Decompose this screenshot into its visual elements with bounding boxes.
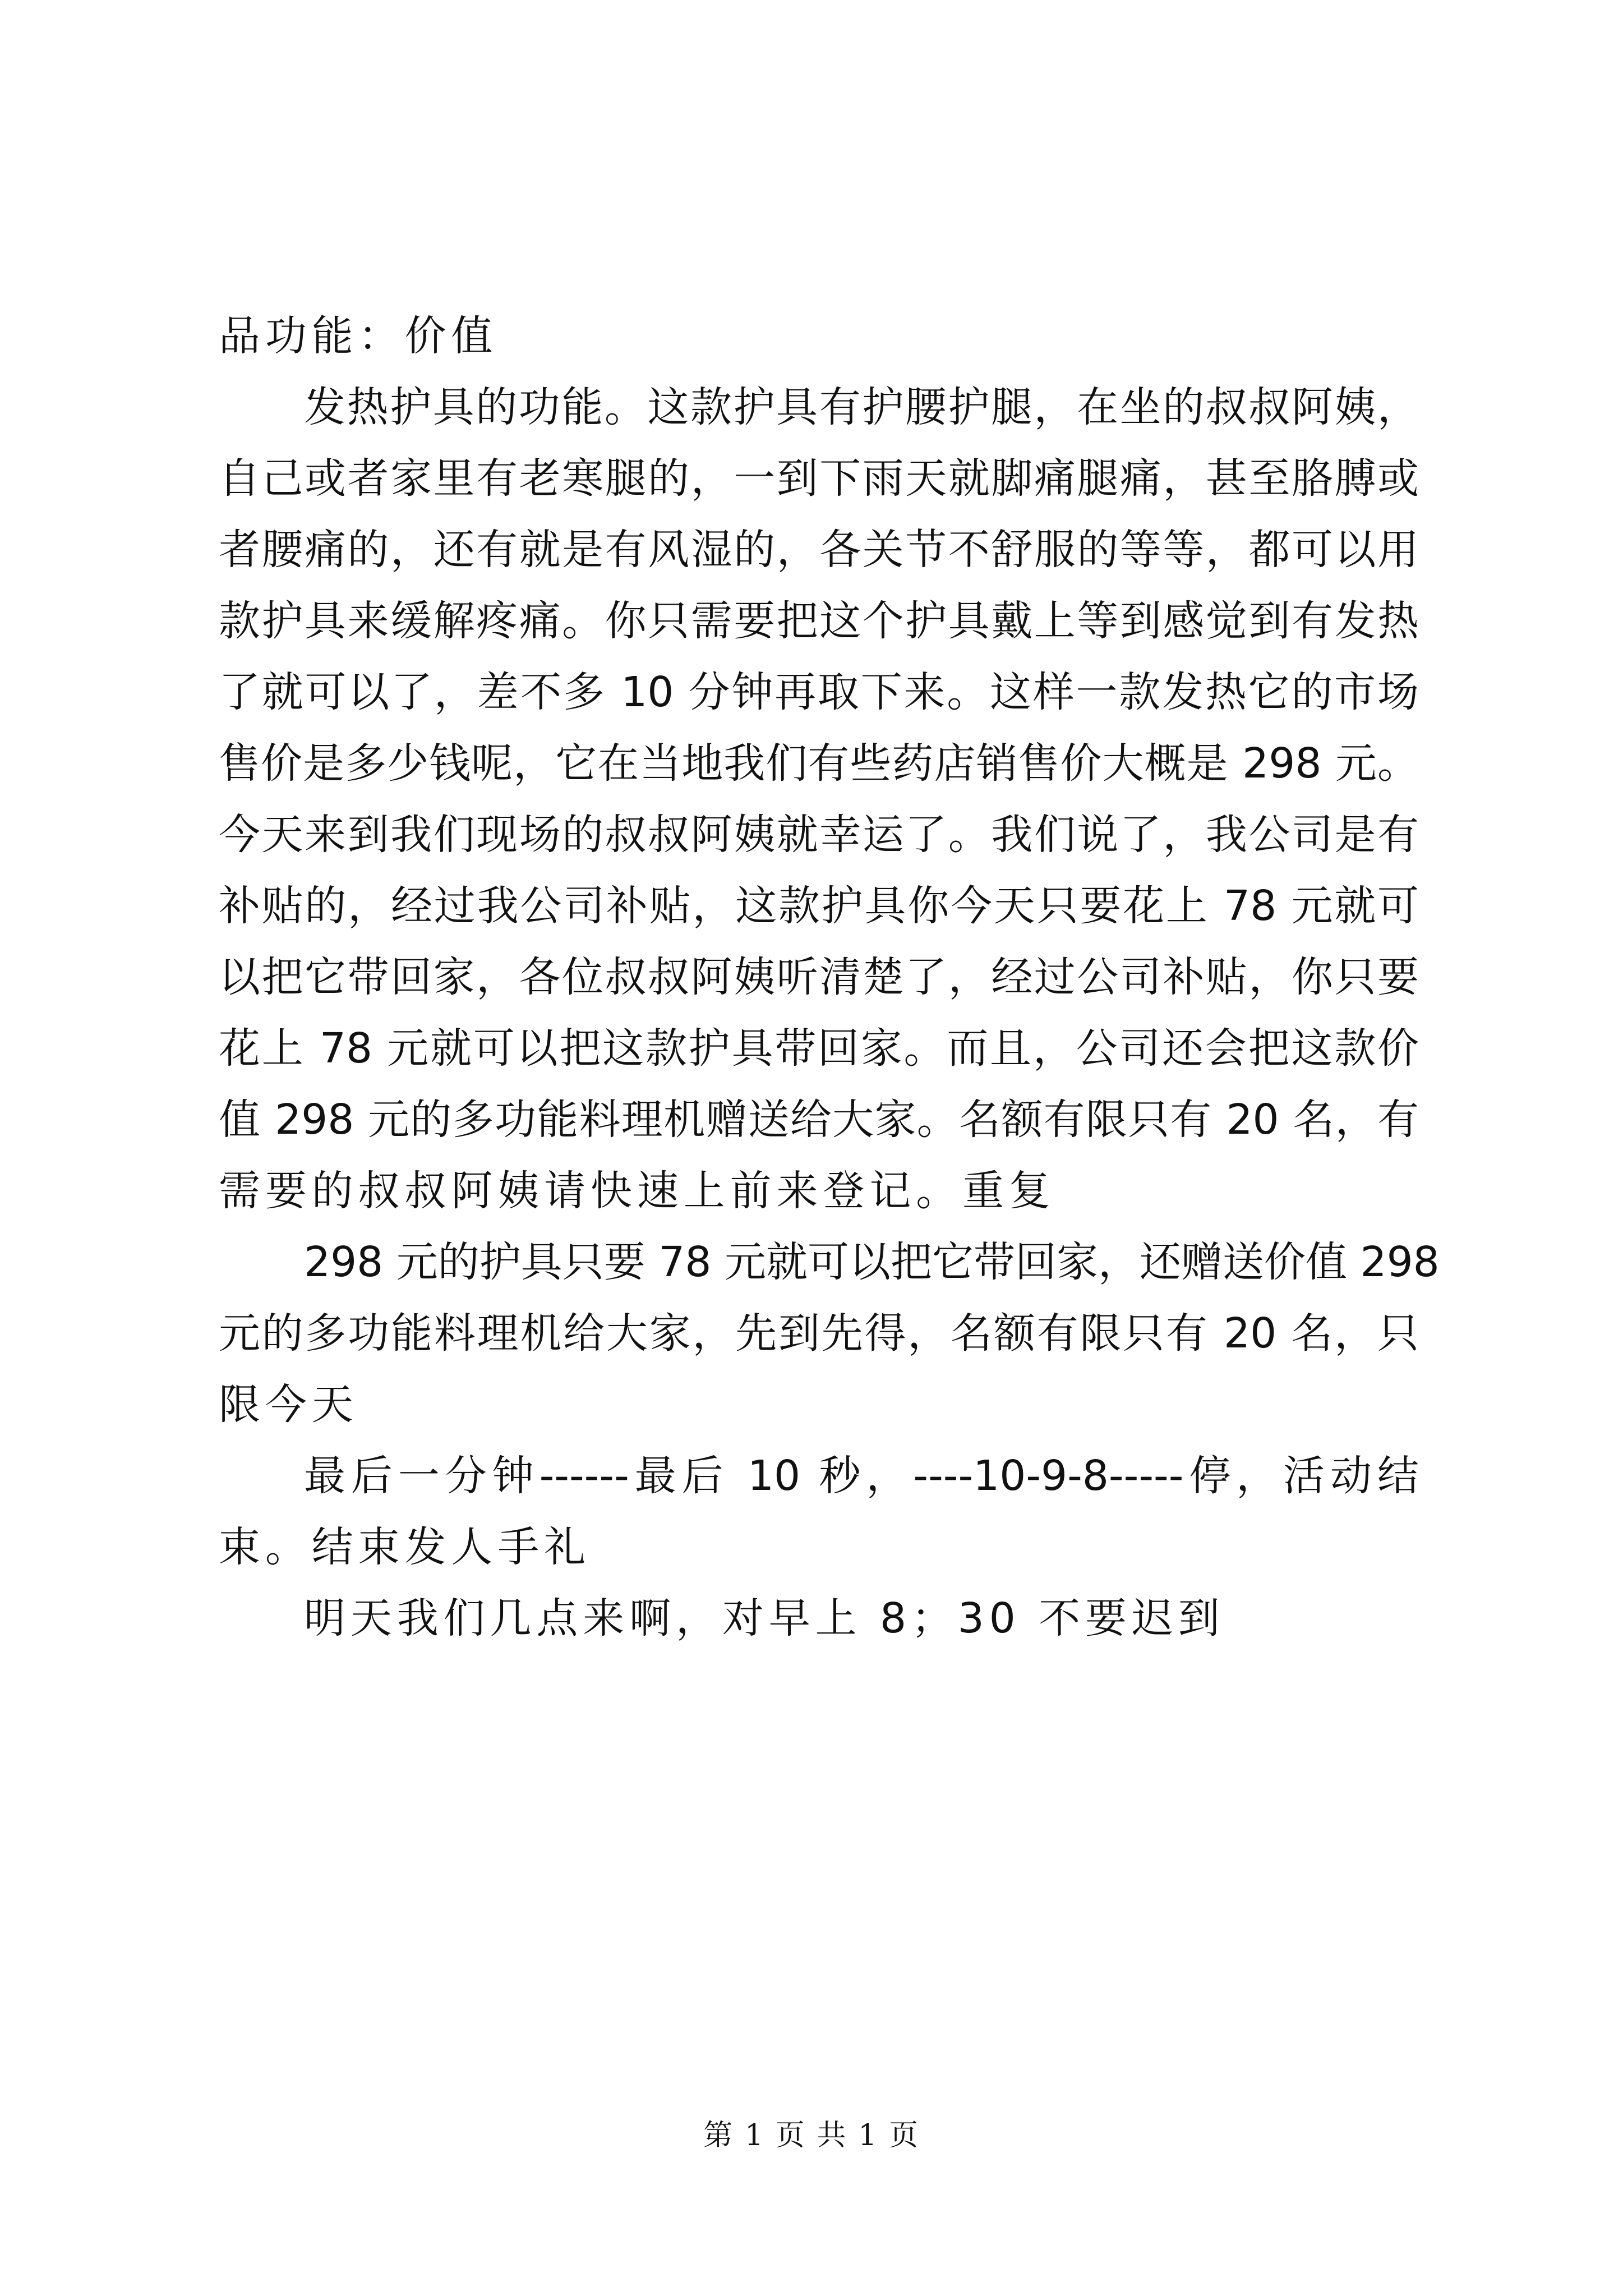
paragraph-line: 298 元的护具只要 78 元就可以把它带回家，还赠送价值 298 <box>304 1238 1440 1286</box>
paragraph-line: 束。结束发人手礼 <box>219 1523 591 1571</box>
paragraph-line: 今天来到我们现场的叔叔阿姨就幸运了。我们说了，我公司是有 <box>219 811 1419 859</box>
paragraph-line: 以把它带回家，各位叔叔阿姨听清楚了，经过公司补贴，你只要 <box>219 953 1419 1001</box>
paragraph-line: 了就可以了，差不多 10 分钟再取下来。这样一款发热它的市场 <box>219 668 1419 716</box>
paragraph-line: 元的多功能料理机给大家，先到先得，名额有限只有 20 名，只 <box>219 1309 1419 1358</box>
paragraph-line: 补贴的，经过我公司补贴，这款护具你今天只要花上 78 元就可 <box>219 882 1419 930</box>
page-number-footer: 第 1 页 共 1 页 <box>703 2119 920 2152</box>
paragraph-line: 发热护具的功能。这款护具有护腰护腿，在坐的叔叔阿姨， <box>304 383 1419 431</box>
paragraph-line: 最后一分钟------最后 10 秒，----10-9-8-----停，活动结 <box>304 1452 1419 1500</box>
paragraph-line: 自己或者家里有老寒腿的，一到下雨天就脚痛腿痛，甚至胳膊或 <box>219 454 1419 503</box>
paragraph-line: 限今天 <box>219 1381 358 1429</box>
paragraph-line: 售价是多少钱呢，它在当地我们有些药店销售价大概是 298 元。 <box>219 739 1419 788</box>
paragraph-line: 需要的叔叔阿姨请快速上前来登记。重复 <box>219 1167 1055 1215</box>
paragraph-line: 值 298 元的多功能料理机赠送给大家。名额有限只有 20 名，有 <box>219 1096 1419 1144</box>
section-heading: 品功能：价值 <box>219 312 498 360</box>
paragraph-line: 花上 78 元就可以把这款护具带回家。而且，公司还会把这款价 <box>219 1024 1419 1073</box>
document-body <box>219 301 1440 1654</box>
paragraph-line: 者腰痛的，还有就是有风湿的，各关节不舒服的等等，都可以用 <box>219 526 1419 574</box>
paragraph-line: 明天我们几点来啊，对早上 8；30 不要迟到 <box>304 1594 1225 1642</box>
paragraph-line: 款护具来缓解疼痛。你只需要把这个护具戴上等到感觉到有发热 <box>219 597 1419 645</box>
